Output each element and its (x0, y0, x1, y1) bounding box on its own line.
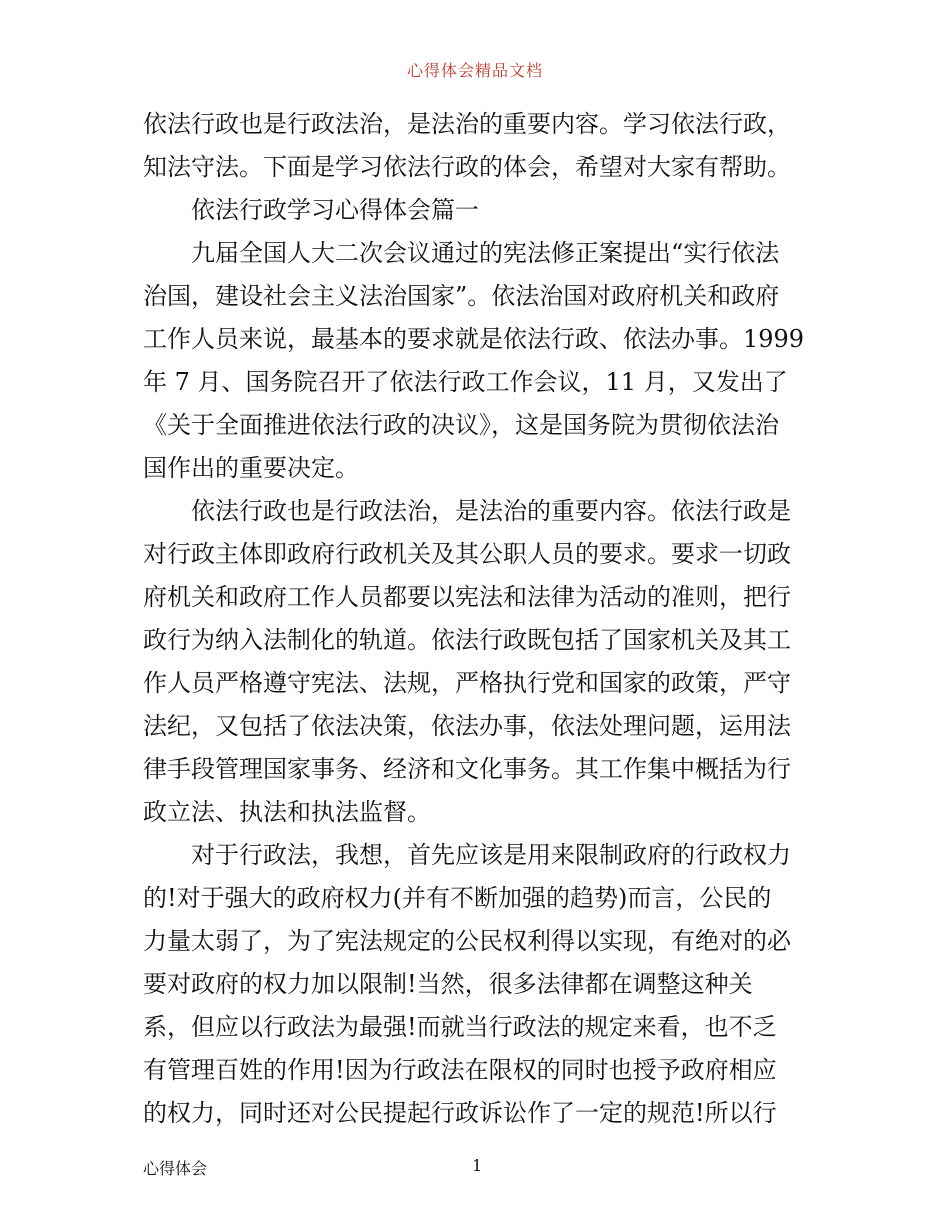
text-line: 对于行政法，我想，首先应该是用来限制政府的行政权力 (191, 841, 791, 869)
text-line: 有管理百姓的作用!因为行政法在限权的同时也授予政府相应 (143, 1056, 777, 1084)
text-line: 的权力，同时还对公民提起行政诉讼作了一定的规范!所以行 (143, 1099, 777, 1127)
text-line: 政立法、执法和执法监督。 (143, 798, 431, 826)
text-line: 治国，建设社会主义法治国家”。依法治国对政府机关和政府 (143, 282, 780, 310)
text-line: 国作出的重要决定。 (143, 454, 359, 482)
text-line: 法纪，又包括了依法决策，依法办事，依法处理问题，运用法 (143, 712, 791, 740)
page-header-title: 心得体会精品文档 (406, 61, 543, 80)
text-line: 系，但应以行政法为最强!而就当行政法的规定来看，也不乏 (143, 1013, 777, 1041)
text-line: 作人员严格遵守宪法、法规，严格执行党和国家的政策，严守 (143, 669, 791, 697)
document-body (143, 103, 813, 1135)
footer-label: 心得体会 (143, 1159, 208, 1178)
text-line: 政行为纳入法制化的轨道。依法行政既包括了国家机关及其工 (143, 626, 791, 654)
text-line: 工作人员来说，最基本的要求就是依法行政、依法办事。1999 (143, 325, 805, 353)
text-line: 对行政主体即政府行政机关及其公职人员的要求。要求一切政 (143, 540, 791, 568)
text-line: 律手段管理国家事务、经济和文化事务。其工作集中概括为行 (143, 755, 791, 783)
text-line: 知法守法。下面是学习依法行政的体会，希望对大家有帮助。 (143, 153, 791, 181)
text-line: 依法行政也是行政法治，是法治的重要内容。依法行政是 (191, 497, 791, 525)
text-line: 《关于全面推进依法行政的决议》，这是国务院为贯彻依法治 (143, 411, 779, 439)
text-line: 力量太弱了，为了宪法规定的公民权利得以实现，有绝对的必 (143, 927, 791, 955)
section-heading: 依法行政学习心得体会篇一 (191, 196, 479, 224)
text-line: 的!对于强大的政府权力(并有不断加强的趋势)而言，公民的 (143, 884, 772, 912)
text-line: 要对政府的权力加以限制!当然，很多法律都在调整这种关 (143, 970, 753, 998)
text-line: 九届全国人大二次会议通过的宪法修正案提出“实行依法 (191, 239, 780, 267)
page-number: 1 (472, 1156, 483, 1175)
text-line: 府机关和政府工作人员都要以宪法和法律为活动的准则，把行 (143, 583, 791, 611)
text-line: 依法行政也是行政法治，是法治的重要内容。学习依法行政， (143, 110, 791, 138)
text-line: 年 7 月、国务院召开了依法行政工作会议，11 月，又发出了 (143, 368, 788, 396)
